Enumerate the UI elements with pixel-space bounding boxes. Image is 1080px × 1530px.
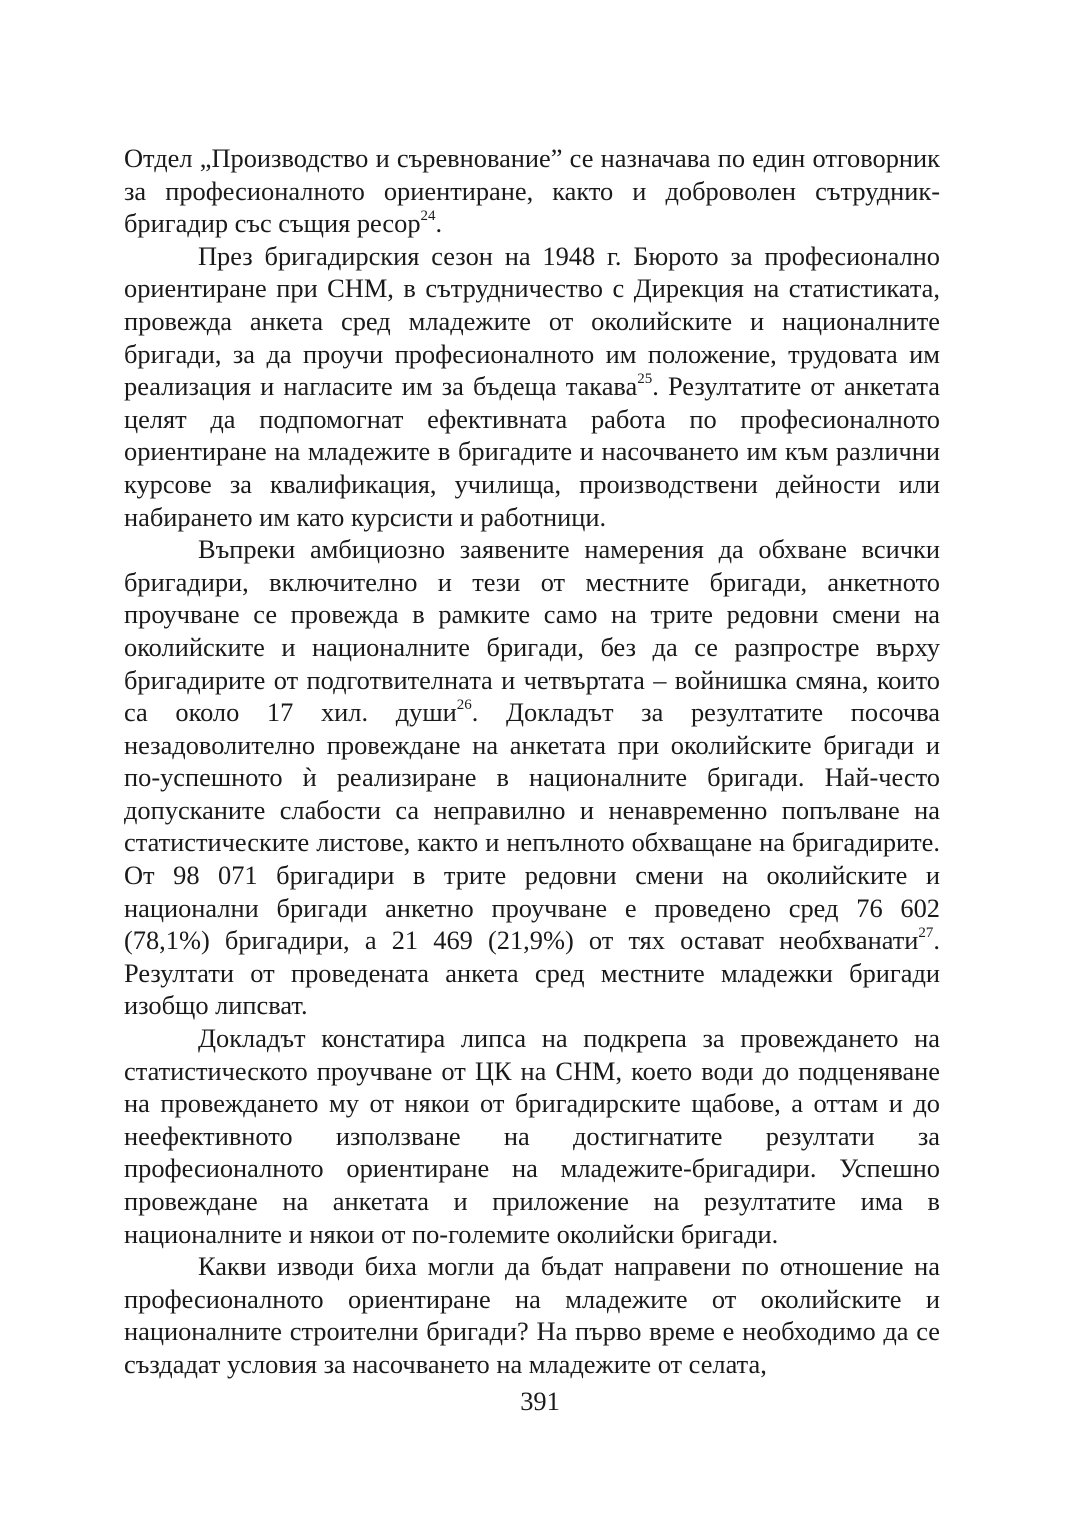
paragraph-1: Отдел „Производство и съревнование” се назначава по един отговорник за професионалното ориентиране, както и доброволен сътрудник-бригадир със същия ресор$^{24}$. [124,143,940,239]
body-text [124,142,940,1381]
paragraph-3: Въпреки амбициозно заявените намерения да обхване всички бригадири, включително и тези от местните бригади, анкетното проучване се провежда в рамките само на трите редовни смени на околийските и националните бригади, без да се разпростре върху бригадирите от подготвителната и четвъртата – войнишка смяна, които са около 17 хил. души$^{26}$. Докладът за резултатите посочва незадоволително провеждане на анкетата при околийските бригади и по-успешното ѝ реализиране в националните бригади. Най-често допусканите слабости са неправилно и ненавременно попълване на статистическите листове, както и непълното обхващане на бригадирите. От 98 071 бригадири в трите редовни смени на околийските и национални бригади анкетно проучване е проведено сред 76 602 (78,1%) бригадири, а 21 469 (21,9%) от тях остават необхванати$^{27}$. Резултати от проведената анкета сред местните младежки бригади изобщо липсват. [124,534,941,1021]
paragraph-5: Какви изводи биха могли да бъдат направени по отношение на професионалното ориентиране на младежите от околийските и националните строителни бригади? На първо време е необходимо да се създадат условия за насочването на младежите от селата, [124,1251,940,1379]
footnote-ref-26: 26 [456,697,472,714]
page-number: 391 [520,1386,560,1416]
footnote-ref-25: 25 [637,371,653,388]
paragraph-4: Докладът констатира липса на подкрепа за провеждането на статистическото проучване от ЦК на СНМ, което води до подценяване на провеждането му от някои от бригадирските щабове, а оттам и до неефективното използване на достигнатите резултати за професионалното ориентиране на младежите-бригадири. Успешно провеждане на анкетата и приложение на резултатите има в националните и някои от по-големите околийски бригади. [124,1023,940,1249]
footnote-ref-27: 27 [918,925,934,942]
footnote-ref-24: 24 [420,208,436,225]
paragraph-2: През бригадирския сезон на 1948 г. Бюрото за професионално ориентиране при СНМ, в сътрудничество с Дирекция на статистиката, провежда анкета сред младежите от околийските и националните бригади, за да проучи професионалното им положение, трудовата им реализация и нагласите им за бъдеща такава$^{25}$. Резултатите от анкетата целят да подпомогнат ефективната работа по професионалното ориентиране на младежите в бригадите и насочването им към различни курсове за квалификация, училища, производствени дейности или набирането им като курсисти и работници. [124,240,941,532]
